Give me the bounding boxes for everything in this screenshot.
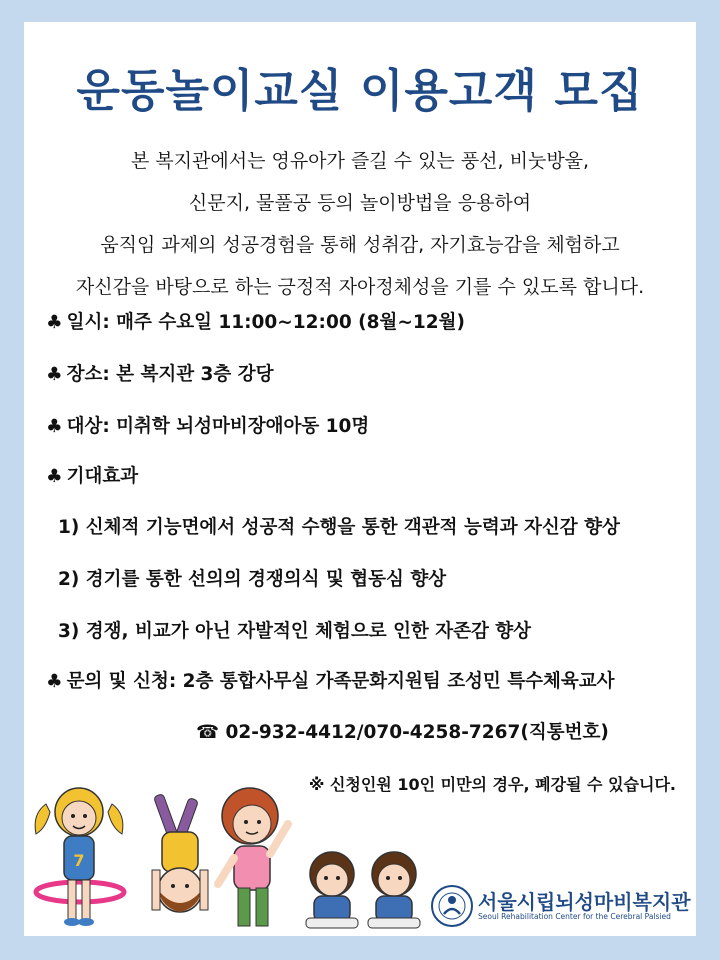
date-row — [46, 308, 465, 334]
club-icon: ♣ — [46, 671, 63, 692]
effects-heading: 기대효과 — [66, 466, 139, 487]
contact-row — [46, 667, 614, 693]
seated-kids-figure — [306, 852, 420, 928]
contact-text: 문의 및 신청: 2층 통합사무실 가족문화지원팀 조성민 특수체육교사 — [66, 671, 615, 692]
club-icon: ♣ — [46, 466, 63, 487]
effect-item-2: 2) 경기를 통한 선의의 경쟁의식 및 협동심 향상 — [58, 569, 447, 590]
target-row — [46, 412, 369, 438]
club-icon: ♣ — [46, 416, 63, 437]
intro-paragraph — [24, 140, 696, 308]
boy-handstand-figure — [152, 793, 208, 912]
girl-stretching-figure — [218, 788, 288, 926]
organization-name: 서울시립뇌성마비복지관 — [478, 890, 691, 914]
club-icon: ♣ — [46, 312, 63, 333]
girl-hula-hoop-figure — [35, 788, 124, 926]
intro-line: 본 복지관에서는 영유아가 즐길 수 있는 풍선, 비눗방울, — [130, 150, 590, 172]
phone-number: ☎ 02-932-4412/070-4258-7267(직통번호) — [196, 722, 609, 743]
emblem-icon — [430, 884, 474, 928]
target-text: 대상: 미취학 뇌성마비장애아동 10명 — [66, 416, 370, 437]
effect-item-1: 1) 신체적 기능면에서 성공적 수행을 통한 객관적 능력과 자신감 향상 — [58, 517, 620, 538]
organization-english-name: Seoul Rehabilitation Center for the Cerebral Palsied — [478, 912, 671, 921]
cancellation-note: ※ 신청인원 10인 미만의 경우, 폐강될 수 있습니다. — [308, 775, 676, 794]
poster-title: 운동놀이교실 이용고객 모집 — [76, 64, 644, 117]
effects-heading-row — [46, 462, 138, 488]
place-text: 장소: 본 복지관 3층 강당 — [66, 364, 274, 385]
club-icon: ♣ — [46, 364, 63, 385]
organization-logo — [428, 882, 696, 932]
effect-item-3: 3) 경쟁, 비교가 아닌 자발적인 체험으로 인한 자존감 향상 — [58, 621, 532, 642]
shirt-number: 7 — [73, 851, 85, 870]
intro-line: 신문지, 물풀공 등의 놀이방법을 응용하여 — [188, 192, 532, 214]
intro-line: 자신감을 바탕으로 하는 긍정적 자아정체성을 기를 수 있도록 합니다. — [75, 276, 645, 298]
intro-line: 움직임 과제의 성공경험을 통해 성취감, 자기효능감을 체험하고 — [100, 234, 620, 256]
children-illustration — [32, 774, 432, 934]
place-row — [46, 360, 273, 386]
date-text: 일시: 매주 수요일 11:00~12:00 (8월~12월) — [66, 312, 465, 333]
poster — [24, 22, 696, 936]
